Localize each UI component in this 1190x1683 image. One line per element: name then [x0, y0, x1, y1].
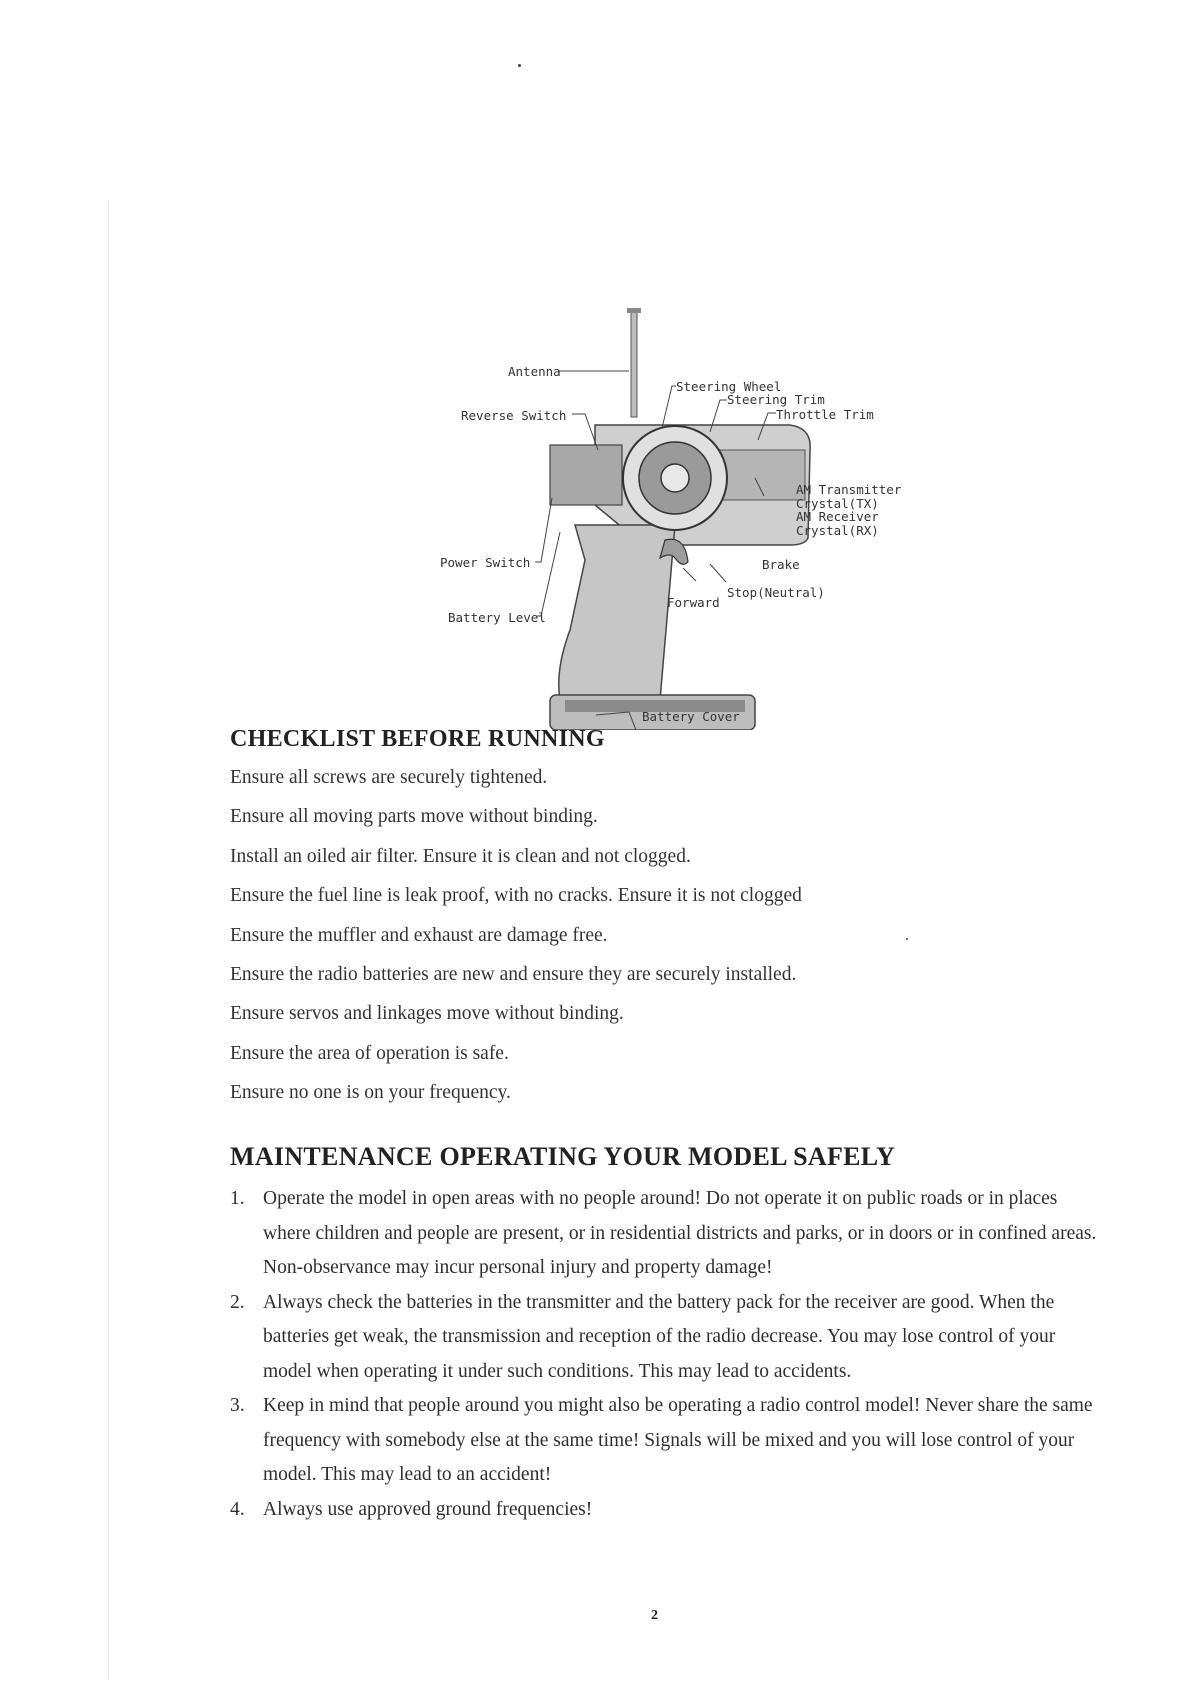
brake-label: Brake: [762, 557, 800, 572]
maintenance-item: [230, 1389, 1100, 1493]
battery-cover-label: Battery Cover: [642, 709, 740, 724]
forward-label: Forward: [667, 595, 720, 610]
checklist: [230, 765, 802, 1120]
checklist-item: Ensure the fuel line is leak proof, with no cracks. Ensure it is not clogged: [230, 885, 802, 907]
throttle-trim-label: Throttle Trim: [776, 407, 874, 422]
checklist-item: Ensure all moving parts move without binding.: [230, 806, 598, 828]
item-number: 4.: [230, 1498, 245, 1520]
steering-trim-label: Steering Trim: [727, 392, 825, 407]
maintenance-item: [230, 1286, 1100, 1390]
checklist-item: Ensure the area of operation is safe.: [230, 1042, 509, 1064]
maintenance-title: MAINTENANCE OPERATING YOUR MODEL SAFELY: [230, 1142, 896, 1171]
item-text: Operate the model in open areas with no people around! Do not operate it on public roads or in places where children and people are present, or in residential districts and parks, or in doors or in confined areas. Non-observance may incur personal injury and property damage!: [263, 1188, 1097, 1278]
checklist-item: Install an oiled air filter. Ensure it is clean and not clogged.: [230, 845, 691, 867]
antenna-label: Antenna: [508, 364, 561, 379]
scan-speck: [518, 64, 521, 67]
checklist-item: Ensure servos and linkages move without binding.: [230, 1003, 624, 1025]
item-text: Always check the batteries in the transmitter and the battery pack for the receiver are good. When the batteries get weak, the transmission and reception of the radio decrease. You may lose control of your model when operating it under such conditions. This may lead to accidents.: [263, 1291, 1056, 1382]
am-receiver-label: AM Receiver: [796, 509, 879, 524]
power-switch-label: Power Switch: [440, 555, 531, 570]
scan-edge-line: [108, 200, 109, 1680]
item-text: Keep in mind that people around you might also be operating a radio control model! Never share the same frequency with somebody else at the same time! Signals will be mixed and you will lose control of your model. This may lead to an accident!: [263, 1395, 1093, 1485]
maintenance-item: [230, 1493, 1100, 1528]
maintenance-list: [230, 1182, 1100, 1527]
page-number: 2: [651, 1608, 658, 1623]
am-transmitter-label: AM Transmitter: [796, 482, 902, 497]
checklist-title: CHECKLIST BEFORE RUNNING: [230, 726, 605, 752]
checklist-item: Ensure the radio batteries are new and ensure they are securely installed.: [230, 963, 797, 985]
maintenance-item: [230, 1182, 1100, 1286]
reverse-switch-label: Reverse Switch: [461, 408, 567, 423]
checklist-item: Ensure all screws are securely tightened.: [230, 767, 548, 788]
item-number: 1.: [230, 1188, 245, 1209]
transmitter-diagram: [420, 300, 902, 730]
stop-neutral-label: Stop(Neutral): [727, 585, 825, 600]
item-text: Always use approved ground frequencies!: [263, 1498, 593, 1520]
steering-wheel-label: Steering Wheel: [676, 379, 782, 394]
checklist-item: Ensure the muffler and exhaust are damage free.: [230, 924, 608, 946]
checklist-item: Ensure no one is on your frequency.: [230, 1082, 511, 1104]
battery-level-label: Battery Level: [448, 610, 546, 625]
crystal-tx-label: Crystal(TX): [796, 496, 879, 511]
crystal-rx-label: Crystal(RX): [796, 523, 879, 538]
item-number: 2.: [230, 1291, 245, 1313]
scan-speck: [906, 938, 908, 940]
item-number: 3.: [230, 1395, 245, 1416]
